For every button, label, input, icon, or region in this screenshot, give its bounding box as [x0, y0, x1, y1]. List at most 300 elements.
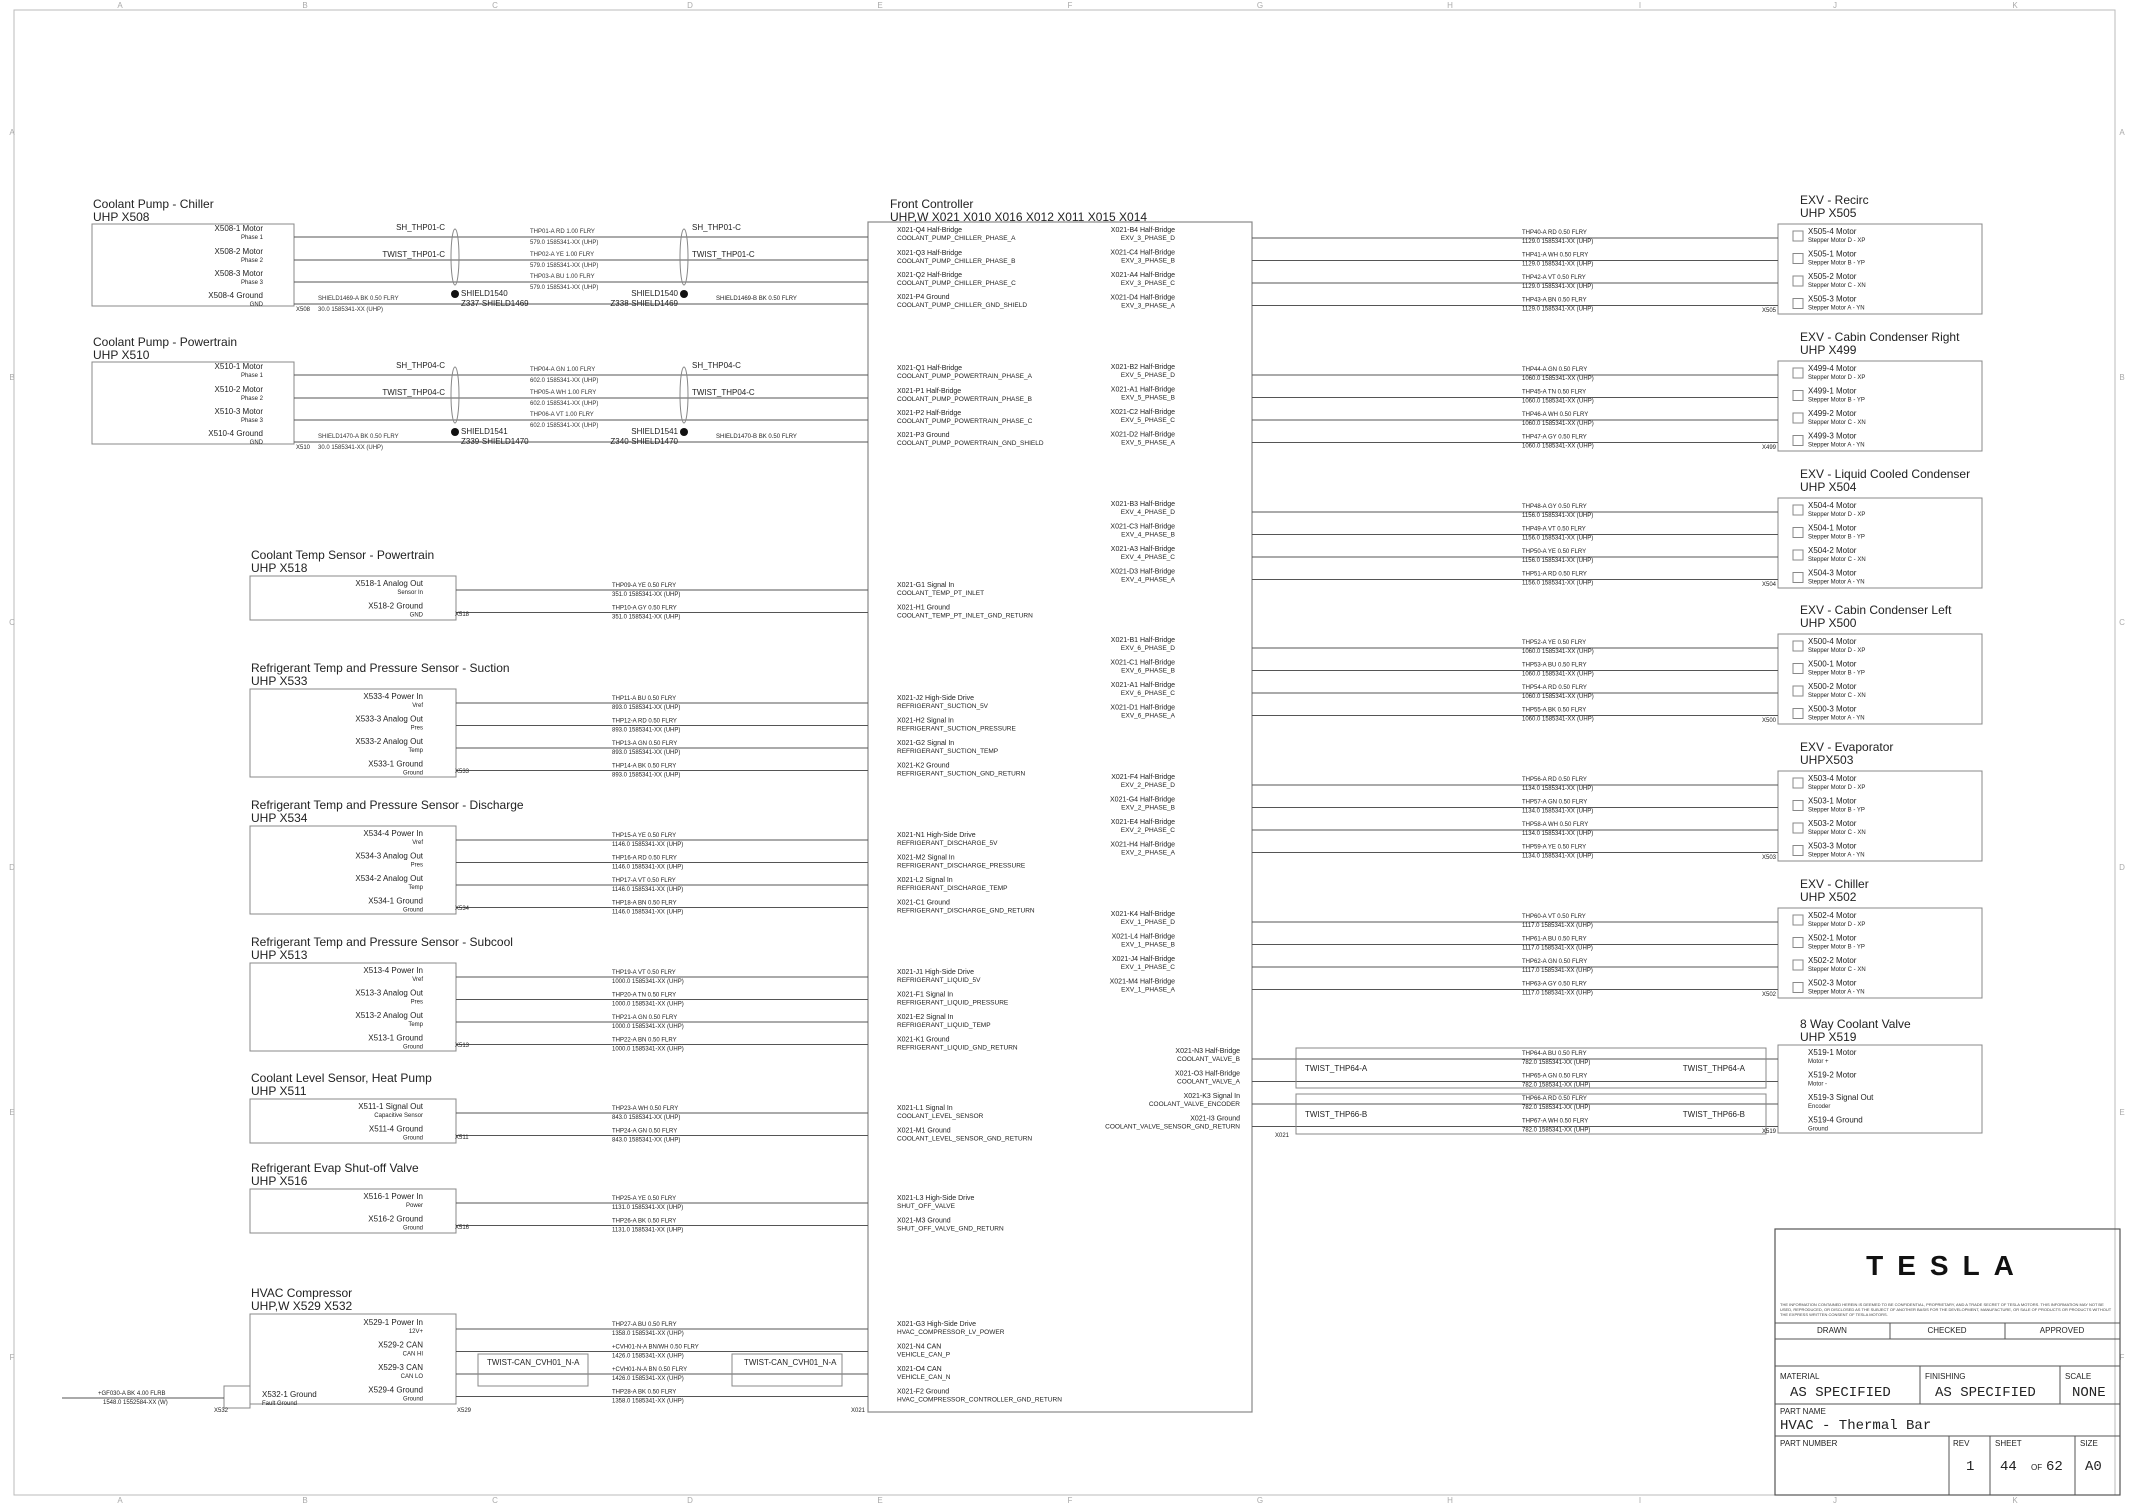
fc-signal-name: COOLANT_VALVE_A	[1177, 1078, 1240, 1086]
valve-block-subtitle: UHP X519	[1800, 1030, 1857, 1044]
exv-wire-length: 1117.0 1585341-XX (UHP)	[1522, 968, 1593, 974]
fc-signal-name: HVAC_COMPRESSOR_CONTROLLER_GND_RETURN	[897, 1396, 1062, 1404]
sensor-pin-name: X518-2 Ground	[368, 601, 423, 611]
exv-wire-length: 1134.0 1585341-XX (UHP)	[1522, 786, 1594, 792]
exv-wire-length: 1134.0 1585341-XX (UHP)	[1522, 831, 1594, 837]
exv-wire-length: 1117.0 1585341-XX (UHP)	[1522, 990, 1593, 997]
pump-wire-length: 30.0 1585341-XX (UHP)	[318, 445, 384, 451]
fc-pin-name: X021-Q2 Half-Bridge	[897, 272, 962, 279]
grid-col-label-top: C	[492, 1, 498, 10]
exv-pin-desc: Stepper Motor A - YN	[1808, 305, 1865, 312]
valve-wire-label: THP66-A RD 0.50 FLRY	[1522, 1096, 1587, 1102]
fc-signal-name: REFRIGERANT_LIQUID_TEMP	[897, 1022, 991, 1029]
fc-pin-name: X021-A1 Half-Bridge	[1110, 682, 1175, 689]
fc-pin-name: X021-D1 Half-Bridge	[1110, 704, 1175, 712]
valve-twist-label: TWIST_THP64-A	[1682, 1064, 1745, 1073]
grid-col-label-bottom: K	[2012, 1496, 2018, 1505]
sensor-pin-desc: Ground	[402, 1135, 423, 1142]
sensor-wire-label: THP10-A GY 0.50 FLRY	[612, 605, 677, 612]
fc-pin-name: X021-A1 Half-Bridge	[1110, 386, 1175, 394]
exv-pin-name: X504-1 Motor	[1808, 523, 1857, 533]
valve-conn-tag: X519	[1762, 1129, 1777, 1135]
fc-signal-name: EXV_1_PHASE_B	[1121, 941, 1175, 949]
exv-pin-desc: Stepper Motor C - XN	[1808, 420, 1866, 426]
exv-pin-name: X499-3 Motor	[1808, 431, 1857, 441]
pump-pin-name: X510-3 Motor	[214, 407, 263, 416]
exv-pin-name: X499-1 Motor	[1808, 386, 1857, 396]
grid-row-label-left: F	[9, 1353, 15, 1362]
sensor-connector-box	[250, 1099, 456, 1143]
exv-block-title: EXV - Recirc	[1800, 193, 1869, 207]
sensor-wire-label: THP22-A BN 0.50 FLRY	[612, 1037, 677, 1044]
hvac-wire-label: THP27-A BU 0.50 FLRY	[612, 1322, 677, 1328]
fc-pin-name: X021-M1 Ground	[897, 1127, 951, 1135]
pump-block-subtitle: UHP X508	[93, 210, 150, 224]
pump-wire-label: SHIELD1469-A BK 0.50 FLRY	[318, 296, 399, 302]
exv-wire-label: THP46-A WH 0.50 FLRY	[1522, 412, 1589, 418]
pump-wire-label: THP06-A VT 1.00 FLRY	[530, 412, 594, 418]
fc-signal-name: EXV_6_PHASE_A	[1121, 712, 1175, 720]
sensor-wire-label: THP19-A VT 0.50 FLRY	[612, 970, 676, 976]
pump-wire-label: THP04-A GN 1.00 FLRY	[530, 367, 596, 373]
pump-pin-name: X508-4 Ground	[208, 291, 263, 300]
ext-wire-length: 1548.0 1552584-XX (W)	[103, 1400, 168, 1406]
tb-sheet-label: SHEET	[1995, 1439, 2022, 1448]
sensor-wire-label: THP23-A WH 0.50 FLRY	[612, 1106, 679, 1112]
sensor-wire-label: THP18-A BN 0.50 FLRY	[612, 900, 677, 907]
fc-signal-name: COOLANT_VALVE_B	[1177, 1056, 1240, 1063]
exv-wire-label: THP49-A VT 0.50 FLRY	[1522, 526, 1586, 533]
fc-signal-name: EXV_2_PHASE_B	[1121, 804, 1175, 812]
grid-row-label-left: C	[9, 618, 15, 627]
front-controller-title: Front Controller	[890, 197, 974, 211]
sensor-pin-name: X513-4 Power In	[363, 966, 423, 975]
fc-signal-name: EXV_3_PHASE_B	[1121, 257, 1175, 265]
grid-col-label-bottom: A	[117, 1496, 123, 1505]
hvac-pin-name: X529-1 Power In	[363, 1318, 423, 1327]
grid-col-label-bottom: B	[302, 1496, 308, 1505]
exv-pin-name: X502-2 Motor	[1808, 956, 1857, 965]
pump-pin-desc: GND	[249, 302, 263, 308]
exv-wire-length: 1134.0 1585341-XX (UHP)	[1522, 853, 1594, 860]
shield-label-2: Z339-SHIELD1470	[461, 437, 529, 446]
grid-col-label-top: G	[1256, 1, 1264, 10]
pin-cavity	[1793, 254, 1803, 264]
exv-pin-name: X504-3 Motor	[1808, 568, 1857, 578]
fc-pin-name: X021-L1 Signal In	[897, 1105, 953, 1112]
hvac-block-subtitle: UHP,W X529 X532	[251, 1299, 353, 1313]
sensor-pin-name: X513-1 Ground	[368, 1033, 423, 1043]
exv-pin-name: X503-4 Motor	[1808, 774, 1857, 783]
hvac-pin-name: X529-3 CAN	[378, 1363, 423, 1372]
sensor-wire-label: THP25-A YE 0.50 FLRY	[612, 1196, 677, 1202]
pin-cavity	[1793, 641, 1803, 651]
exv-wire-label: THP43-A BN 0.50 FLRY	[1522, 297, 1587, 304]
pump-shield-wire-label: SHIELD1469-B BK 0.50 FLRY	[716, 296, 797, 302]
valve-pin-name: X519-1 Motor	[1808, 1048, 1857, 1057]
tb-scale-value: NONE	[2072, 1385, 2106, 1401]
sensor-conn-tag: X534	[455, 906, 470, 912]
fc-pin-name: X021-K4 Half-Bridge	[1110, 911, 1175, 918]
pin-cavity	[1793, 778, 1803, 788]
pump-shield-label-left: SH_THP04-C	[396, 361, 445, 370]
sensor-wire-length: 1000.0 1585341-XX (UHP)	[612, 1024, 684, 1030]
pump-wire-label: THP05-A WH 1.00 FLRY	[530, 390, 597, 396]
pump-connector-box	[92, 362, 294, 444]
tb-sheet-total-value: 62	[2046, 1459, 2063, 1475]
fc-signal-name: VEHICLE_CAN_P	[897, 1351, 951, 1359]
exv-pin-name: X499-4 Motor	[1808, 364, 1857, 373]
exv-wire-label: THP40-A RD 0.50 FLRY	[1522, 230, 1587, 236]
fc-pin-name: X021-J2 High-Side Drive	[897, 695, 975, 702]
sensor-wire-length: 1146.0 1585341-XX (UHP)	[612, 909, 684, 916]
fc-signal-name: EXV_2_PHASE_C	[1120, 827, 1175, 834]
exv-pin-desc: Stepper Motor B - YP	[1808, 534, 1865, 541]
fc-pin-name: X021-E4 Half-Bridge	[1110, 819, 1175, 826]
fc-signal-name: SHUT_OFF_VALVE_GND_RETURN	[897, 1225, 1004, 1233]
fc-pin-name: X021-Q3 Half-Bridge	[897, 250, 962, 257]
grid-col-label-top: D	[687, 1, 693, 10]
exv-wire-label: THP53-A BU 0.50 FLRY	[1522, 662, 1587, 669]
sensor-pin-name: X516-1 Power In	[363, 1192, 423, 1201]
sensor-pin-name: X533-3 Analog Out	[355, 714, 423, 724]
exv-pin-name: X502-3 Motor	[1808, 978, 1857, 988]
fc-signal-name: EXV_3_PHASE_C	[1120, 280, 1175, 287]
pin-cavity	[1793, 368, 1803, 378]
exv-pin-desc: Stepper Motor B - YP	[1808, 670, 1865, 677]
fc-signal-name: COOLANT_VALVE_ENCODER	[1148, 1101, 1240, 1108]
sensor-wire-length: 893.0 1585341-XX (UHP)	[612, 727, 681, 734]
fc-signal-name: COOLANT_PUMP_CHILLER_PHASE_A	[897, 235, 1016, 242]
fc-pin-name: X021-I3 Ground	[1190, 1115, 1240, 1123]
fc-pin-name: X021-G4 Half-Bridge	[1110, 796, 1175, 804]
exv-wire-label: THP48-A GY 0.50 FLRY	[1522, 504, 1587, 510]
exv-wire-label: THP51-A RD 0.50 FLRY	[1522, 571, 1587, 578]
exv-pin-desc: Stepper Motor A - YN	[1808, 715, 1865, 722]
pump-pin-desc: Phase 2	[240, 396, 263, 402]
fc-pin-name: X021-N3 Half-Bridge	[1175, 1048, 1240, 1055]
exv-wire-length: 1060.0 1585341-XX (UHP)	[1522, 376, 1594, 382]
fc-signal-name: REFRIGERANT_SUCTION_5V	[897, 703, 989, 710]
fc-signal-name: COOLANT_PUMP_POWERTRAIN_GND_SHIELD	[897, 440, 1044, 447]
valve-wire-label: THP67-A WH 0.50 FLRY	[1522, 1118, 1589, 1125]
exv-wire-label: THP57-A GN 0.50 FLRY	[1522, 799, 1588, 806]
fc-signal-name: EXV_6_PHASE_D	[1120, 645, 1175, 652]
sensor-pin-name: X533-4 Power In	[363, 692, 423, 701]
sensor-pin-name: X533-1 Ground	[368, 759, 423, 769]
fc-pin-name: X021-P4 Ground	[897, 294, 950, 301]
exv-wire-label: THP63-A GY 0.50 FLRY	[1522, 981, 1587, 988]
fc-signal-name: COOLANT_PUMP_CHILLER_GND_SHIELD	[897, 302, 1028, 309]
fc-pin-name: X021-F4 Half-Bridge	[1111, 774, 1175, 781]
pump-pin-name: X510-2 Motor	[214, 385, 263, 394]
sensor-pin-desc: Power	[405, 1203, 423, 1209]
pin-cavity	[1793, 983, 1803, 993]
fc-signal-name: EXV_4_PHASE_D	[1120, 509, 1175, 516]
pump-twist-label-left: TWIST_THP01-C	[382, 250, 445, 259]
pin-cavity	[1793, 505, 1803, 515]
exv-block-title: EXV - Cabin Condenser Left	[1800, 603, 1952, 617]
sensor-block-subtitle: UHP X533	[251, 674, 308, 688]
fc-pin-name: X021-B2 Half-Bridge	[1110, 364, 1175, 371]
pump-pin-name: X510-1 Motor	[214, 362, 263, 371]
exv-block-subtitle: UHP X504	[1800, 480, 1857, 494]
fc-pin-name: X021-H1 Ground	[897, 604, 950, 612]
pin-cavity	[1793, 413, 1803, 423]
pin-cavity	[1793, 231, 1803, 241]
tb-part-name-value: HVAC - Thermal Bar	[1780, 1418, 1932, 1434]
exv-conn-tag: X499	[1762, 445, 1777, 451]
fc-signal-name: EXV_5_PHASE_A	[1121, 439, 1175, 447]
shield-ground-dot	[680, 428, 688, 436]
fc-signal-name: EXV_4_PHASE_C	[1120, 554, 1175, 561]
tb-finishing-value: AS SPECIFIED	[1935, 1385, 2036, 1401]
fc-signal-name: EXV_5_PHASE_C	[1120, 417, 1175, 424]
grid-col-label-top: B	[302, 1, 308, 10]
exv-pin-desc: Stepper Motor B - YP	[1808, 397, 1865, 404]
pump-shield-label-right: SH_THP04-C	[692, 361, 741, 370]
exv-pin-desc: Stepper Motor A - YN	[1808, 579, 1865, 586]
exv-wire-label: THP61-A BU 0.50 FLRY	[1522, 936, 1587, 943]
sensor-pin-desc: Vref	[412, 840, 423, 846]
sensor-wire-length: 1146.0 1585341-XX (UHP)	[612, 887, 684, 893]
fc-pin-name: X021-N1 High-Side Drive	[897, 832, 976, 839]
fc-signal-name: EXV_5_PHASE_D	[1120, 372, 1175, 379]
hvac-wire-label: +CVH01-N-A BN/WH 0.50 FLRY	[612, 1344, 699, 1351]
exv-pin-name: X502-1 Motor	[1808, 933, 1857, 943]
valve-pin-name: X519-3 Signal Out	[1808, 1093, 1874, 1102]
sensor-pin-desc: Vref	[412, 977, 423, 983]
sensor-connector-box	[250, 963, 456, 1051]
pin-cavity	[1793, 528, 1803, 538]
exv-pin-desc: Stepper Motor B - YP	[1808, 944, 1865, 951]
sensor-block-title: Coolant Temp Sensor - Powertrain	[251, 548, 435, 562]
shield-label: SHIELD1540	[461, 289, 508, 298]
grid-row-label-right: D	[2119, 863, 2125, 872]
fc-pin-name: X021-C4 Half-Bridge	[1110, 249, 1175, 257]
fc-signal-name: EXV_6_PHASE_B	[1121, 667, 1175, 675]
fc-pin-name: X021-P2 Half-Bridge	[897, 410, 962, 417]
exv-wire-length: 1156.0 1585341-XX (UHP)	[1522, 535, 1594, 542]
hvac-conn-tag: X529	[457, 1408, 472, 1414]
exv-conn-tag: X503	[1762, 855, 1777, 861]
sensor-block-title: Refrigerant Temp and Pressure Sensor - Subcool	[251, 935, 513, 949]
fc-signal-name: REFRIGERANT_SUCTION_TEMP	[897, 748, 999, 755]
sensor-block-title: Refrigerant Temp and Pressure Sensor - Suction	[251, 661, 510, 675]
hvac-block-title: HVAC Compressor	[251, 1286, 353, 1300]
fc-pin-name: X021-G3 High-Side Drive	[897, 1321, 976, 1328]
exv-pin-desc: Stepper Motor C - XN	[1808, 557, 1866, 563]
exv-block-subtitle: UHP X502	[1800, 890, 1857, 904]
pin-cavity	[1793, 960, 1803, 970]
sensor-block-subtitle: UHP X513	[251, 948, 308, 962]
valve-pin-desc: Motor +	[1808, 1059, 1829, 1065]
twist-label: TWIST-CAN_CVH01_N-A	[487, 1358, 580, 1367]
fc-pin-name: X021-P3 Ground	[897, 432, 950, 439]
pump-conn-tag: X508	[296, 307, 311, 313]
valve-pin-desc: Ground	[1808, 1126, 1829, 1133]
fc-signal-name: EXV_2_PHASE_D	[1120, 782, 1175, 789]
sensor-connector-box	[250, 1189, 456, 1233]
fc-signal-name: EXV_3_PHASE_A	[1121, 302, 1175, 310]
sensor-block-subtitle: UHP X516	[251, 1174, 308, 1188]
fc-pin-name: X021-K3 Signal In	[1183, 1093, 1240, 1100]
tb-of-label: OF	[2031, 1463, 2043, 1472]
sensor-wire-length: 893.0 1585341-XX (UHP)	[612, 772, 681, 779]
valve-block-title: 8 Way Coolant Valve	[1800, 1017, 1911, 1031]
grid-col-label-top: E	[877, 1, 883, 10]
exv-pin-name: X503-3 Motor	[1808, 841, 1857, 851]
sensor-wire-length: 1146.0 1585341-XX (UHP)	[612, 842, 684, 848]
sensor-wire-label: THP20-A TN 0.50 FLRY	[612, 992, 677, 999]
pump-wire-length: 602.0 1585341-XX (UHP)	[530, 401, 599, 407]
fc-signal-name: SHUT_OFF_VALVE	[897, 1203, 955, 1210]
exv-pin-desc: Stepper Motor D - XP	[1808, 922, 1866, 928]
exv-wire-length: 1060.0 1585341-XX (UHP)	[1522, 649, 1594, 655]
sensor-pin-name: X534-1 Ground	[368, 896, 423, 906]
exv-block-title: EXV - Liquid Cooled Condenser	[1800, 467, 1971, 481]
pump-wire-label: THP01-A RD 1.00 FLRY	[530, 229, 595, 235]
sensor-wire-length: 843.0 1585341-XX (UHP)	[612, 1137, 681, 1144]
fc-signal-name: COOLANT_PUMP_CHILLER_PHASE_C	[897, 280, 1016, 287]
fc-signal-name: REFRIGERANT_SUCTION_GND_RETURN	[897, 770, 1026, 778]
fault-pin-name: X532-1 Ground	[262, 1390, 317, 1399]
tb-size-value: A0	[2085, 1459, 2102, 1475]
sensor-wire-label: THP12-A RD 0.50 FLRY	[612, 718, 677, 725]
exv-pin-name: X502-4 Motor	[1808, 911, 1857, 920]
grid-col-label-top: I	[1638, 1, 1642, 10]
sensor-block-subtitle: UHP X518	[251, 561, 308, 575]
valve-wire-length: 782.0 1585341-XX (UHP)	[1522, 1127, 1591, 1134]
exv-pin-name: X500-4 Motor	[1808, 637, 1857, 646]
exv-wire-label: THP45-A TN 0.50 FLRY	[1522, 389, 1587, 396]
fc-pin-name: X021-J4 Half-Bridge	[1111, 956, 1175, 963]
exv-pin-desc: Stepper Motor D - XP	[1808, 512, 1866, 518]
sensor-conn-tag: X533	[455, 769, 470, 775]
exv-wire-label: THP56-A RD 0.50 FLRY	[1522, 777, 1587, 783]
sensor-pin-desc: Temp	[408, 748, 423, 754]
fc-signal-name: REFRIGERANT_DISCHARGE_TEMP	[897, 885, 1008, 892]
fc-signal-name: EXV_1_PHASE_A	[1121, 986, 1175, 994]
tb-finishing-label: FINISHING	[1925, 1372, 1966, 1381]
exv-pin-name: X499-2 Motor	[1808, 409, 1857, 418]
hvac-conn-tag: X021	[851, 1408, 866, 1414]
fc-pin-name: X021-H2 Signal In	[897, 717, 954, 725]
fc-pin-name: X021-O3 Half-Bridge	[1175, 1070, 1240, 1078]
fault-pin-desc: Fault Ground	[262, 1401, 298, 1407]
sensor-pin-desc: Ground	[402, 907, 423, 914]
pump-pin-desc: Phase 1	[240, 235, 263, 241]
sensor-block-title: Coolant Level Sensor, Heat Pump	[251, 1071, 432, 1085]
exv-wire-length: 1060.0 1585341-XX (UHP)	[1522, 398, 1594, 405]
pump-block-title: Coolant Pump - Powertrain	[93, 335, 238, 349]
valve-twist-label: TWIST_THP64-A	[1305, 1064, 1368, 1073]
grid-row-label-right: C	[2119, 618, 2125, 627]
fc-pin-name: X021-Q1 Half-Bridge	[897, 365, 962, 372]
exv-conn-tag: X505	[1762, 308, 1777, 314]
fc-signal-name: COOLANT_PUMP_CHILLER_PHASE_B	[897, 258, 1016, 265]
exv-wire-length: 1129.0 1585341-XX (UHP)	[1522, 306, 1594, 313]
exv-pin-desc: Stepper Motor C - XN	[1808, 830, 1866, 836]
grid-col-label-bottom: G	[1256, 1496, 1264, 1505]
grid-col-label-bottom: H	[1447, 1496, 1453, 1505]
pin-cavity	[1793, 801, 1803, 811]
sensor-pin-name: X516-2 Ground	[368, 1214, 423, 1224]
sensor-wire-length: 893.0 1585341-XX (UHP)	[612, 705, 681, 711]
hvac-wire-length: 1358.0 1585341-XX (UHP)	[612, 1331, 684, 1337]
pump-wire-length: 602.0 1585341-XX (UHP)	[530, 378, 599, 384]
pump-wire-length: 602.0 1585341-XX (UHP)	[530, 423, 599, 429]
disclaimer-text: THE INFORMATION CONTAINED HEREIN IS DEEMED TO BE CONFIDENTIAL, PROPRIETARY, AND A TRADE SECRET OF TESLA MOTORS. THIS INFORMATION MAY NOT BE USED, REPRODUCED, OR DISCLOSED AS THE SUBJECT OF ANOTHER BASIS FOR THE DEVELOPMENT, MANUFACTURE, OR SALE OF PRODUCTS OR PRODUCTS WITHOUT THE EXPRESS WRITTEN CONSENT OF TESLA MOTORS.	[1780, 1302, 2112, 1317]
grid-row-label-right: B	[2119, 373, 2125, 382]
exv-wire-length: 1117.0 1585341-XX (UHP)	[1522, 923, 1593, 929]
hvac-wire-length: 1358.0 1585341-XX (UHP)	[612, 1398, 684, 1405]
fc-pin-name: X021-G2 Signal In	[897, 740, 955, 747]
sensor-wire-length: 1000.0 1585341-XX (UHP)	[612, 979, 684, 985]
pin-cavity	[1793, 391, 1803, 401]
ext-wire-label: +GF030-A BK 4.00 FLRB	[98, 1391, 166, 1397]
fc-pin-name: X021-A4 Half-Bridge	[1110, 272, 1175, 279]
valve-wire-label: THP64-A BU 0.50 FLRY	[1522, 1051, 1587, 1057]
pump-pin-name: X508-1 Motor	[214, 224, 263, 233]
exv-block-subtitle: UHPX503	[1800, 753, 1854, 767]
pump-pin-desc: Phase 3	[240, 280, 263, 286]
fc-pin-name: X021-G1 Signal In	[897, 582, 955, 589]
sensor-pin-desc: Vref	[412, 703, 423, 709]
hvac-pin-desc: CAN LO	[400, 1374, 423, 1380]
sensor-pin-desc: Ground	[402, 770, 423, 777]
sensor-pin-name: X513-2 Analog Out	[355, 1011, 423, 1020]
sensor-wire-length: 1131.0 1585341-XX (UHP)	[612, 1205, 684, 1211]
exv-wire-label: THP59-A YE 0.50 FLRY	[1522, 844, 1587, 851]
fc-pin-name: X021-C3 Half-Bridge	[1110, 523, 1175, 531]
pump-pin-desc: Phase 1	[240, 373, 263, 379]
pin-cavity	[1793, 550, 1803, 560]
fc-pin-name: X021-L3 High-Side Drive	[897, 1195, 975, 1202]
hvac-wire-label: THP28-A BK 0.50 FLRY	[612, 1389, 677, 1396]
fc-pin-name: X021-Q4 Half-Bridge	[897, 227, 962, 234]
hvac-wire-length: 1426.0 1585341-XX (UHP)	[612, 1353, 684, 1360]
pin-cavity	[1793, 938, 1803, 948]
fc-pin-name: X021-N4 CAN	[897, 1343, 942, 1351]
sensor-wire-label: THP21-A GN 0.50 FLRY	[612, 1015, 678, 1021]
grid-col-label-top: H	[1447, 1, 1453, 10]
grid-col-label-bottom: I	[1638, 1496, 1642, 1505]
valve-twist-label: TWIST_THP66-B	[1305, 1110, 1368, 1119]
pump-pin-desc: Phase 3	[240, 418, 263, 424]
fc-signal-name: COOLANT_LEVEL_SENSOR_GND_RETURN	[897, 1135, 1033, 1143]
pump-twist-label-left: TWIST_THP04-C	[382, 388, 445, 397]
hvac-pin-name: X529-4 Ground	[368, 1385, 423, 1395]
hvac-pin-name: X529-2 CAN	[378, 1340, 423, 1350]
fc-signal-name: REFRIGERANT_DISCHARGE_5V	[897, 840, 998, 847]
sensor-connector-box	[250, 689, 456, 777]
exv-wire-length: 1156.0 1585341-XX (UHP)	[1522, 558, 1594, 564]
sensor-pin-desc: Capacitive Sensor	[374, 1113, 423, 1119]
grid-col-label-top: K	[2012, 1, 2018, 10]
pump-pin-name: X510-4 Ground	[208, 429, 263, 438]
exv-pin-desc: Stepper Motor C - XN	[1808, 283, 1866, 289]
exv-pin-desc: Stepper Motor D - XP	[1808, 375, 1866, 381]
grid-row-label-left: D	[9, 863, 15, 872]
fc-pin-name: X021-C1 Ground	[897, 899, 950, 907]
fc-signal-name: EXV_4_PHASE_B	[1121, 531, 1175, 539]
grid-row-label-left: B	[9, 373, 15, 382]
sensor-pin-name: X511-4 Ground	[368, 1124, 423, 1134]
sensor-wire-label: THP24-A GN 0.50 FLRY	[612, 1128, 678, 1135]
tb-part-number-label: PART NUMBER	[1780, 1439, 1838, 1448]
sensor-wire-length: 1000.0 1585341-XX (UHP)	[612, 1046, 684, 1053]
